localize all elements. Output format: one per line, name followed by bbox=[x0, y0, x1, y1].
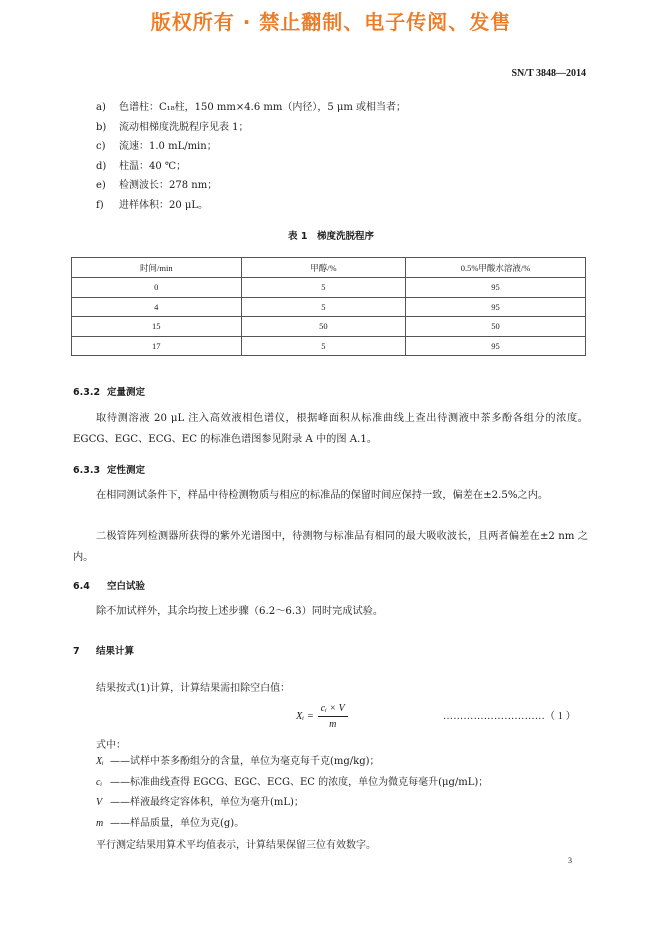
condition-text: 流动相梯度洗脱程序见表 1； bbox=[119, 121, 249, 133]
blank-test-paragraph: 除不加试样外，其余均按上述步骤（6.2～6.3）同时完成试验。 bbox=[96, 606, 384, 617]
definition-row bbox=[96, 752, 488, 773]
condition-item bbox=[96, 98, 406, 118]
table-cell: 50 bbox=[406, 317, 586, 337]
definition-row bbox=[96, 793, 488, 814]
section-7-heading bbox=[73, 643, 134, 657]
definition-symbol: Xᵢ bbox=[96, 756, 104, 767]
result-formula bbox=[296, 703, 348, 730]
table-cell: 95 bbox=[406, 336, 586, 356]
calculation-intro: 结果按式(1)计算，计算结果需扣除空白值： bbox=[96, 683, 291, 694]
definition-symbol: cᵢ bbox=[96, 776, 103, 788]
formula-fraction bbox=[318, 703, 348, 730]
condition-text: 进样体积：20 μL。 bbox=[119, 199, 209, 211]
definition-text: ——样液最终定容体积，单位为毫升(mL)； bbox=[110, 797, 304, 809]
condition-label: d) bbox=[96, 160, 107, 172]
section-title: 定性测定 bbox=[107, 465, 146, 476]
table-cell: 17 bbox=[72, 336, 242, 356]
column-header: 0.5%甲酸水溶液/% bbox=[406, 258, 586, 278]
definition-symbol: m bbox=[96, 817, 104, 829]
table-cell: 5 bbox=[241, 297, 405, 317]
qualitative-paragraph-2: 二极管阵列检测器所获得的紫外光谱图中，待测物与标准品有相同的最大吸收波长，且两者偏差在±2 nm 之内。 bbox=[73, 531, 588, 563]
chromatography-conditions-list bbox=[96, 98, 406, 216]
condition-text: 检测波长：278 nm； bbox=[119, 180, 218, 192]
table-title: 表 1 梯度洗脱程序 bbox=[288, 231, 374, 242]
table-cell: 15 bbox=[72, 317, 242, 337]
section-number: 6.3.3 bbox=[73, 465, 101, 476]
copyright-watermark: 版权所有 · 禁止翻制、电子传阅、发售 bbox=[150, 10, 512, 34]
table-row bbox=[72, 278, 586, 298]
section-title: 结果计算 bbox=[96, 646, 135, 657]
table-cell: 4 bbox=[72, 297, 242, 317]
formula-lhs: Xᵢ = bbox=[296, 711, 314, 722]
column-header: 甲醇/% bbox=[241, 258, 405, 278]
column-header: 时间/min bbox=[72, 258, 242, 278]
definition-row bbox=[96, 773, 488, 794]
table-cell: 0 bbox=[72, 278, 242, 298]
definition-text: ——样品质量，单位为克(g)。 bbox=[110, 817, 245, 829]
condition-label: b) bbox=[96, 121, 107, 133]
condition-label: e) bbox=[96, 180, 106, 192]
table-cell: 50 bbox=[241, 317, 405, 337]
section-number: 6.4 bbox=[73, 581, 90, 592]
symbol-definitions bbox=[96, 752, 488, 834]
table-row bbox=[72, 297, 586, 317]
closing-statement: 平行测定结果用算术平均值表示，计算结果保留三位有效数字。 bbox=[96, 840, 376, 851]
definition-symbol: V bbox=[96, 797, 103, 809]
formula-numerator: cᵢ × V bbox=[318, 703, 348, 717]
condition-label: a) bbox=[96, 102, 106, 113]
quantitative-paragraph: 取待测溶液 20 μL 注入高效液相色谱仪，根据峰面积从标准曲线上查出待测液中茶多酚各组分的浓度。EGCG、EGC、ECG、EC 的标准色谱图参见附录 A 中的图 A.1。 bbox=[73, 413, 588, 445]
condition-text: 柱温：40 ℃； bbox=[119, 160, 187, 172]
condition-label: f) bbox=[96, 199, 104, 211]
condition-label: c) bbox=[96, 141, 106, 153]
gradient-elution-table bbox=[71, 257, 586, 356]
section-title: 定量测定 bbox=[107, 387, 146, 398]
condition-text: 色谱柱：C₁₈柱，150 mm×4.6 mm（内径），5 μm 或相当者； bbox=[119, 102, 407, 113]
condition-item bbox=[96, 118, 406, 138]
equation-number: …………………………（ 1 ） bbox=[443, 711, 576, 722]
qualitative-paragraph-1: 在相同测试条件下，样品中待检测物质与相应的标准品的保留时间应保持一致，偏差在±2.5%之内。 bbox=[96, 490, 549, 501]
condition-item bbox=[96, 157, 406, 177]
definition-text: ——标准曲线查得 EGCG、EGC、ECG、EC 的浓度，单位为微克每毫升(μg/mL)； bbox=[110, 776, 489, 788]
section-number: 7 bbox=[73, 646, 80, 657]
condition-text: 流速：1.0 mL/min； bbox=[119, 141, 217, 153]
section-6-3-3-heading bbox=[73, 462, 145, 476]
page-number: 3 bbox=[568, 856, 572, 865]
condition-item bbox=[96, 176, 406, 196]
formula-denominator: m bbox=[329, 719, 337, 730]
where-label: 式中： bbox=[96, 740, 126, 751]
table-cell: 95 bbox=[406, 297, 586, 317]
definition-row bbox=[96, 814, 488, 835]
condition-item bbox=[96, 137, 406, 157]
section-6-3-2-heading bbox=[73, 384, 145, 398]
section-title: 空白试验 bbox=[107, 581, 146, 592]
condition-item bbox=[96, 196, 406, 216]
standard-code: SN/T 3848—2014 bbox=[511, 68, 586, 79]
table-cell: 95 bbox=[406, 278, 586, 298]
table-row bbox=[72, 317, 586, 337]
table-header-row bbox=[72, 258, 586, 278]
table-cell: 5 bbox=[241, 278, 405, 298]
section-number: 6.3.2 bbox=[73, 387, 101, 398]
table-cell: 5 bbox=[241, 336, 405, 356]
section-6-4-heading bbox=[73, 578, 145, 592]
definition-text: ——试样中茶多酚组分的含量，单位为毫克每千克(mg/kg)； bbox=[110, 756, 380, 767]
table-row bbox=[72, 336, 586, 356]
